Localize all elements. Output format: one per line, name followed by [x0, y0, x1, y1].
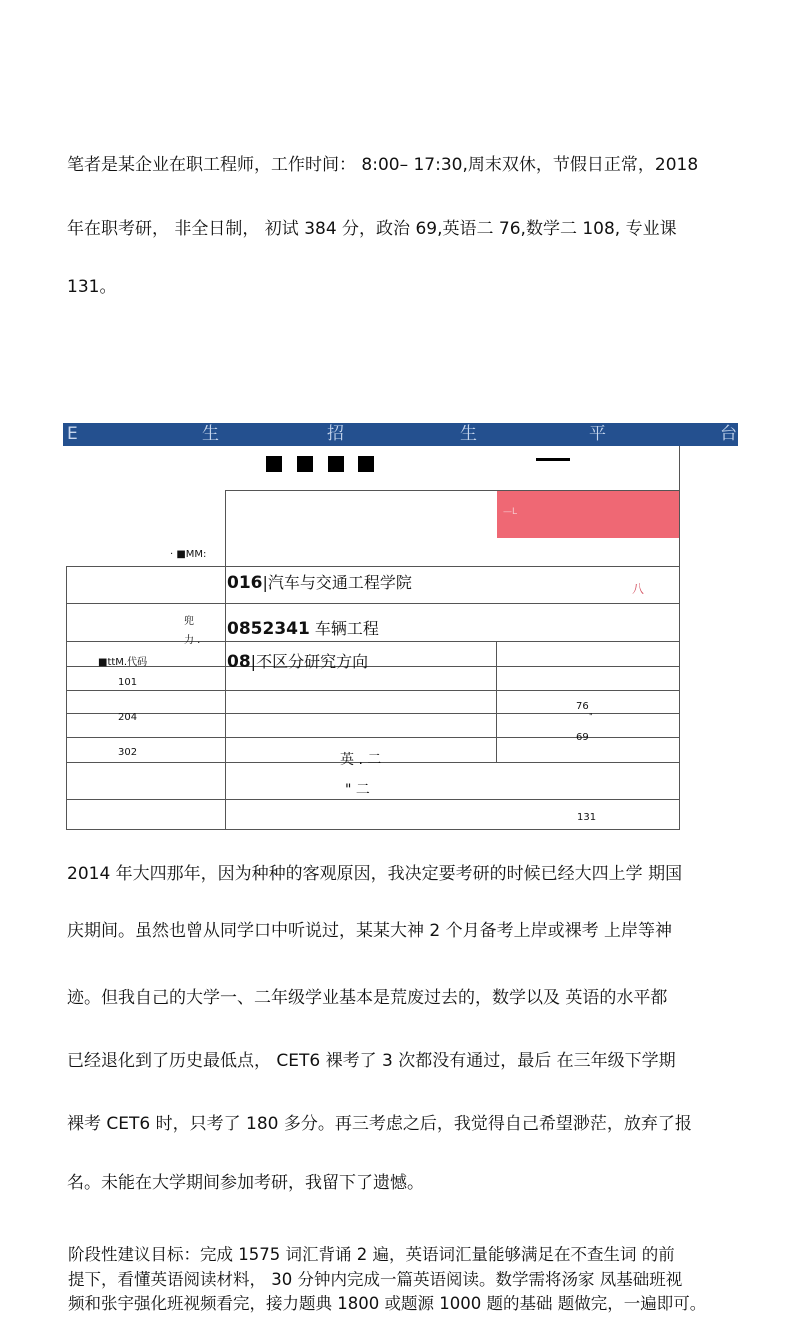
intro-line-1: 笔者是某企业在职工程师，工作时间： 8:00– 17:30,周末双休，节假日正常，2018 — [67, 155, 699, 175]
header-dash — [536, 458, 570, 461]
subject-code: 204 — [118, 712, 138, 723]
redacted-block — [297, 456, 313, 472]
story-line-1: 2014 年大四那年，因为种种的客观原因，我决定要考研的时候已经大四上学 期国 — [67, 864, 683, 884]
intro-line-2: 年在职考研， 非全日制， 初试 384 分，政治 69,英语二 76,数学二 108, 专业课 — [67, 219, 677, 239]
form-row-line — [66, 799, 680, 800]
score-tick: " — [589, 712, 593, 721]
form-row-line — [66, 666, 680, 667]
advice-line-2: 提下，看懂英语阅读材料， 30 分钟内完成一篇英语阅读。数学需将汤家 凤基础班视 — [68, 1270, 683, 1289]
major-label-top: 兜 — [184, 616, 194, 627]
dept-mark: 八 — [632, 582, 645, 596]
status-highlight-mark: —L — [503, 507, 518, 517]
form-row-line — [66, 690, 680, 691]
direction-label: ■ttM.代码 — [98, 657, 148, 668]
dept-value: 016|汽车与交通工程学院 — [227, 573, 412, 593]
major-label-bottom: 力 . — [184, 635, 201, 646]
banner-char: 平 — [589, 424, 606, 444]
dept-code: 016 — [227, 573, 263, 593]
intro-line-3: 131。 — [67, 277, 117, 297]
status-highlight — [497, 491, 679, 538]
middle-text-2: " 二 — [345, 782, 370, 798]
form-column-divider-2 — [496, 641, 497, 762]
form-row-line — [66, 603, 680, 604]
story-line-6: 名。未能在大学期间参加考研，我留下了遗憾。 — [67, 1173, 424, 1193]
major-name: 车辆工程 — [314, 619, 379, 638]
subject-score: 76 — [576, 701, 589, 712]
dept-label: · ■MM: — [170, 549, 207, 560]
advice-line-1: 阶段性建议目标：完成 1575 词汇背诵 2 遍，英语词汇量能够满足在不查生词 的前 — [68, 1245, 675, 1264]
banner-char: 台 — [720, 424, 737, 444]
banner-char: 招 — [327, 424, 344, 444]
form-column-divider — [225, 490, 226, 830]
form-border-left — [66, 566, 67, 830]
banner-char: 生 — [460, 424, 477, 444]
story-line-4: 已经退化到了历史最低点， CET6 裸考了 3 次都没有通过，最后 在三年级下学期 — [67, 1051, 676, 1071]
banner-char: E — [67, 424, 78, 444]
banner-char: 生 — [202, 424, 219, 444]
major-value — [227, 616, 379, 639]
middle-text-1: 英 . 二 — [340, 752, 382, 768]
subject-score: 69 — [576, 732, 589, 743]
last-score: 131 — [577, 812, 597, 823]
redacted-block — [266, 456, 282, 472]
direction-code: 08 — [227, 652, 251, 672]
redacted-block — [358, 456, 374, 472]
subject-code: 101 — [118, 677, 138, 688]
story-line-3: 迹。但我自己的大学一、二年级学业基本是荒废过去的，数学以及 英语的水平都 — [67, 988, 668, 1008]
major-code: 0852341 — [227, 619, 310, 639]
form-row-line — [66, 641, 680, 642]
form-row-line — [66, 829, 680, 830]
subject-code: 302 — [118, 747, 138, 758]
direction-value: 08|不区分研究方向 — [227, 652, 369, 672]
advice-line-3: 频和张宇强化班视频看完，接力题典 1800 或题源 1000 题的基础 题做完，一遍即可。 — [68, 1294, 707, 1313]
form-row-line — [66, 713, 680, 714]
form-border-right — [679, 446, 680, 830]
redacted-block — [328, 456, 344, 472]
story-line-2: 庆期间。虽然也曾从同学口中听说过，某某大神 2 个月备考上岸或裸考 上岸等神 — [67, 921, 673, 941]
form-row-line — [66, 566, 680, 567]
admission-banner — [63, 423, 738, 446]
direction-name: 不区分研究方向 — [256, 652, 369, 671]
story-line-5: 裸考 CET6 时，只考了 180 多分。再三考虑之后，我觉得自己希望渺茫，放弃了报 — [67, 1114, 692, 1134]
dept-name: 汽车与交通工程学院 — [267, 573, 412, 592]
